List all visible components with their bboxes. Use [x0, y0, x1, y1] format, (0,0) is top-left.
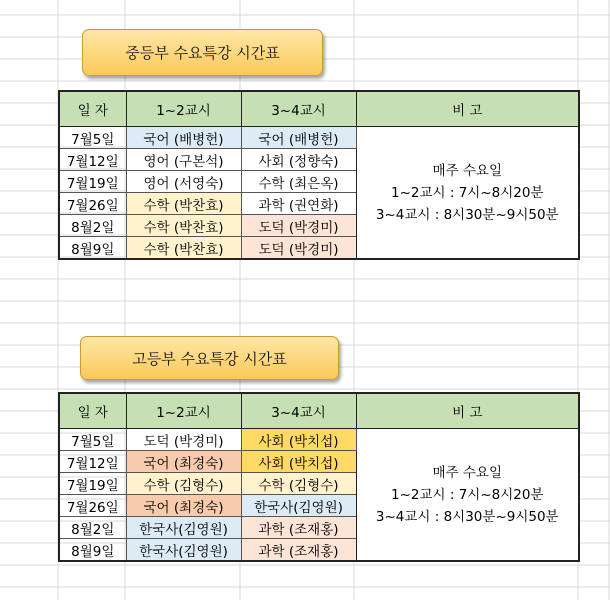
period12-header[interactable]: 1~2교시 [126, 393, 241, 429]
note-line-period12: 1~2교시 : 7시~8시20분 [391, 184, 544, 201]
period12-header[interactable]: 1~2교시 [126, 91, 241, 127]
middle-school-title-text: 중등부 수요특강 시간표 [125, 44, 280, 62]
date-cell[interactable]: 7월5일 [59, 127, 126, 149]
date-cell[interactable]: 7월19일 [59, 473, 126, 495]
date-cell[interactable]: 7월19일 [59, 171, 126, 193]
period34-header[interactable]: 3~4교시 [241, 393, 356, 429]
period34-cell[interactable]: 과학 (조재홍) [241, 539, 356, 562]
period34-cell[interactable]: 수학 (최은옥) [241, 171, 356, 193]
period34-cell[interactable]: 과학 (권연화) [241, 193, 356, 215]
period12-cell[interactable]: 수학 (박찬효) [126, 215, 241, 237]
period12-cell[interactable]: 한국사(김영원) [126, 539, 241, 562]
period34-cell[interactable]: 과학 (조재홍) [241, 517, 356, 539]
period34-cell[interactable]: 수학 (김형수) [241, 473, 356, 495]
period34-cell[interactable]: 국어 (배병헌) [241, 127, 356, 149]
table-row [59, 429, 579, 451]
date-cell[interactable]: 8월9일 [59, 539, 126, 562]
date-header[interactable]: 일 자 [59, 91, 126, 127]
middle-school-title-button[interactable] [82, 29, 323, 76]
period34-cell[interactable]: 사회 (정향숙) [241, 149, 356, 171]
date-cell[interactable]: 7월26일 [59, 495, 126, 517]
note-line-weekday: 매주 수요일 [432, 464, 502, 481]
period12-cell[interactable]: 수학 (박찬효) [126, 193, 241, 215]
date-cell[interactable]: 8월2일 [59, 517, 126, 539]
date-header[interactable]: 일 자 [59, 393, 126, 429]
period12-cell[interactable]: 국어 (배병헌) [126, 127, 241, 149]
period12-cell[interactable]: 국어 (최경숙) [126, 451, 241, 473]
note-header[interactable]: 비 고 [356, 393, 579, 429]
period12-cell[interactable]: 한국사(김영원) [126, 517, 241, 539]
note-line-weekday: 매주 수요일 [432, 162, 502, 179]
high-school-schedule-table [58, 392, 580, 562]
high-school-title-text: 고등부 수요특강 시간표 [132, 349, 287, 368]
date-cell[interactable]: 7월26일 [59, 193, 126, 215]
header-row [59, 393, 579, 429]
period12-cell[interactable]: 영어 (서영숙) [126, 171, 241, 193]
date-cell[interactable]: 7월5일 [59, 429, 126, 451]
date-cell[interactable]: 8월2일 [59, 215, 126, 237]
note-cell[interactable] [356, 429, 579, 562]
period34-header[interactable]: 3~4교시 [241, 91, 356, 127]
note-cell[interactable] [356, 127, 579, 260]
period12-cell[interactable]: 수학 (김형수) [126, 473, 241, 495]
header-row [59, 91, 579, 127]
period34-cell[interactable]: 사회 (박치섭) [241, 429, 356, 451]
date-cell[interactable]: 7월12일 [59, 149, 126, 171]
period12-cell[interactable]: 국어 (최경숙) [126, 495, 241, 517]
middle-school-schedule-table [58, 90, 580, 260]
period12-cell[interactable]: 영어 (구본석) [126, 149, 241, 171]
note-header[interactable]: 비 고 [356, 91, 579, 127]
period12-cell[interactable]: 수학 (박찬효) [126, 237, 241, 260]
note-line-period12: 1~2교시 : 7시~8시20분 [391, 486, 544, 503]
period34-cell[interactable]: 도덕 (박경미) [241, 237, 356, 260]
date-cell[interactable]: 7월12일 [59, 451, 126, 473]
note-line-period34: 3~4교시 : 8시30분~9시50분 [375, 508, 559, 525]
period34-cell[interactable]: 한국사(김영원) [241, 495, 356, 517]
table-row [59, 127, 579, 149]
high-school-title-button[interactable] [80, 336, 339, 380]
note-line-period34: 3~4교시 : 8시30분~9시50분 [375, 206, 559, 223]
period34-cell[interactable]: 도덕 (박경미) [241, 215, 356, 237]
period12-cell[interactable]: 도덕 (박경미) [126, 429, 241, 451]
period34-cell[interactable]: 사회 (박치섭) [241, 451, 356, 473]
date-cell[interactable]: 8월9일 [59, 237, 126, 260]
